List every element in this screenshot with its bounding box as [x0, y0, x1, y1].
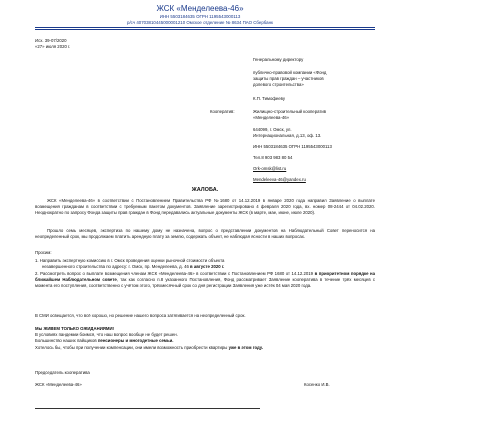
sender-line1: Жилищно-строительный кооператив — [253, 109, 327, 114]
item1-number: 1. — [35, 258, 40, 263]
footer-divider — [35, 408, 260, 409]
letterhead-rule-2 — [35, 29, 375, 30]
addressee-line4: долевого строительства» — [253, 82, 304, 87]
paragraph-media: В СМИ освещается, что всё хорошо, но решение нашего вопроса затягивается на неопределенный срок. — [35, 313, 246, 318]
shareholders-groups: пенсионеры и многодетные семьи. — [97, 338, 174, 343]
item1-text-a: Направить экспертную комиссию в г. Омск проведения оценки рыночной стоимости объекта — [39, 258, 225, 263]
compensation-text: Хотелось бы, чтобы при получении компенсации, они имели возможность приобрести квартиры — [35, 345, 229, 350]
item2-text-d: , так как согласно п.8 указанного Постановления, Фонд рассматривает Заявление кооператива в течение трёх месяцев с момента его поступления, соответственно с учётом этого, трёхмесячный срок со дня регистрации Заявления уже истёк 04 мая 2020 года. — [35, 276, 375, 288]
addressee-line3: защиты прав граждан – участников — [253, 76, 324, 81]
item1-deadline: в августе 2020 г. — [190, 263, 225, 269]
request-item-2 — [35, 271, 375, 289]
paragraph-shareholders — [35, 339, 173, 344]
item2-number: 2. — [35, 271, 41, 276]
addressee-name: К.П. Тимофееву — [253, 96, 286, 101]
item2-text-b: Постановлением РФ 1680 от 14.12.2019 — [231, 271, 315, 276]
letterhead-bank: р/сч 40703810445000001210 Омское отделение № 8634 ПАО Сбербанк — [127, 20, 273, 25]
compensation-year: уже в этом году. — [228, 345, 264, 350]
addressee-line2: публично-правовой компании «Фонд — [253, 70, 327, 75]
paragraph-waiting: Мы ЖИВЕМ ТОЛЬКО ОЖИДАНИЯМИ! — [35, 326, 114, 331]
sender-address2: Интернациональная, д.13, оф. 13. — [253, 133, 322, 138]
sender-email-2[interactable]: Mendeleeva-46@yandex.ru — [253, 177, 306, 182]
outgoing-number: Исх. 39-07/2020 — [35, 38, 67, 43]
page-margin — [469, 0, 490, 434]
request-label: Просим: — [35, 250, 52, 255]
document-title: ЖАЛОБА. — [191, 187, 219, 193]
item2-text-a: Рассмотреть вопрос о выплате возмещения членам ЖСК «Менделеева-46» в соответствии с — [40, 271, 231, 276]
letterhead-ids: ИНН 5503184635 ОГРН 1195543000113 — [159, 14, 241, 19]
addressee-line1: Генеральному директору — [253, 57, 304, 62]
letterhead-org: ЖСК «Менделеева-46» — [156, 4, 244, 13]
sender-label: Кооператив: — [210, 109, 235, 114]
paragraph-intro: ЖСК «Менделеева-46» в соответствии с Постановлением Правительства РФ №1680 от 14.12.2019 в январе 2020 года направил Заявление о выплате возмещения гражданам в соответствии с требуемым пакетом документов. Заявление зарегистрировано 4 февраля 2020 года, вх. номер 08-2444 от 04.02.2020. Неоднократно по запросу Фонда защиты прав граждан в Фонд передавались актуальные документы ЖСК (в марте, мае, июне, июле 2020). — [35, 198, 375, 215]
item2-priority: в приоритетном порядке на ближайшем Наблюдательном совете — [35, 271, 375, 282]
paragraph-compensation — [35, 345, 375, 351]
sender-phone: Тел.8 903 983 80 54 — [253, 155, 293, 160]
shareholders-text: Большинство наших пайщиков — [35, 338, 98, 343]
sender-email-1[interactable]: Ork-omsk@list.ru — [253, 166, 287, 171]
sender-address1: 644099, г. Омск, ул. — [253, 127, 292, 132]
sender-line2: «Менделеева-46» — [253, 115, 290, 120]
signature-position: Председатель кооператива — [35, 370, 90, 375]
signature-org: ЖСК «Менделеева-46» — [35, 382, 82, 387]
item1-text-b: незавершенного строительства по адресу: г. Омск, пр. Менделеева, д. 46 — [42, 263, 191, 269]
letterhead-rule — [35, 27, 375, 28]
sender-ids: ИНН 5503184635 ОГРН 1195543000113 — [253, 144, 332, 149]
paragraph-pandemic: В условиях пандемии боимся, что наш вопрос вообще не будет решен. — [35, 332, 178, 337]
request-item-1 — [35, 258, 375, 270]
outgoing-date: «27» июля 2020 г. — [35, 44, 71, 49]
paragraph-delay: Прошло семь месяцев, экспертиза по нашему дому не назначена, вопрос о представлении документов на Наблюдательный Совет переносится на неопределенный срок, мы продолжаем платить арендную плату за землю, содержать объект, не наблюдая ясности в наших вопросах. — [35, 228, 375, 239]
signature-name: Косенко И.В. — [304, 382, 330, 387]
